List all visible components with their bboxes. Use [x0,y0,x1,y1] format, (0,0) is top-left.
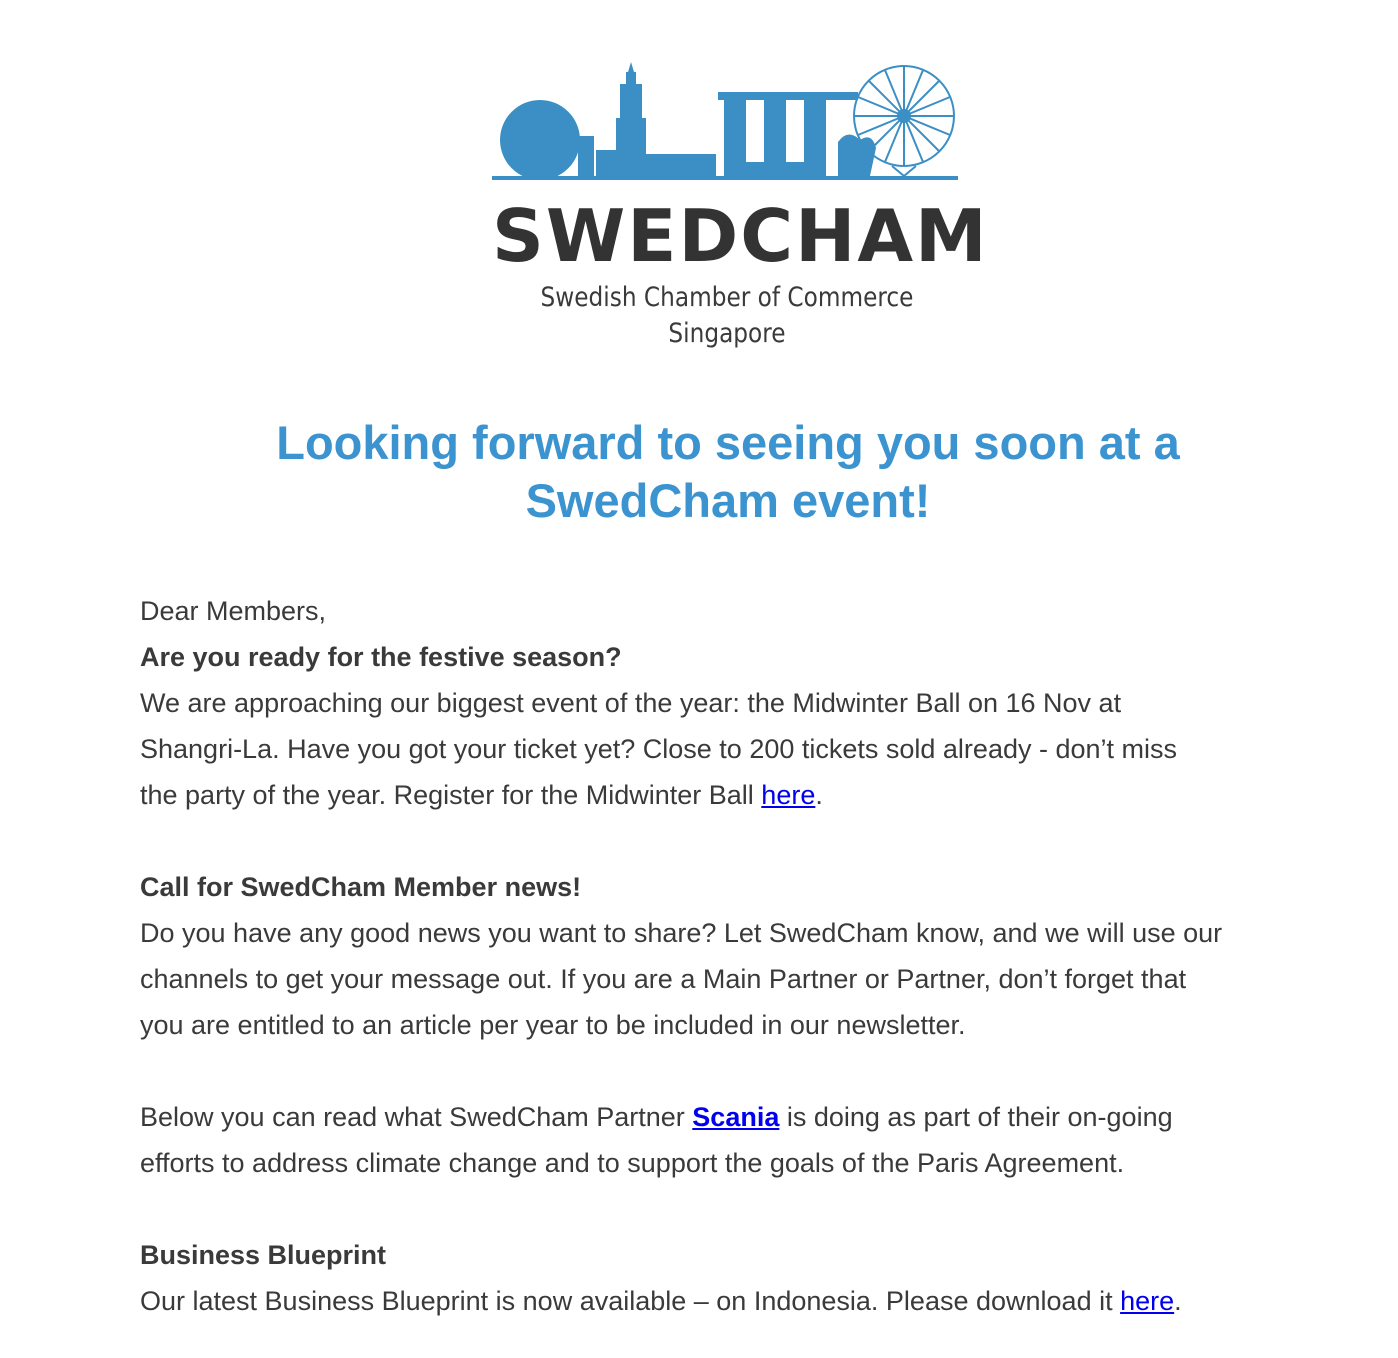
blueprint-text [140,1278,1340,1324]
festive-text-suffix: . [815,780,823,810]
scania-link[interactable]: Scania [692,1102,780,1132]
blueprint-download-link[interactable]: here [1120,1286,1175,1316]
blueprint-heading: Business Blueprint [140,1240,387,1270]
festive-text-line-3 [140,772,1340,818]
scania-text-line-2: efforts to address climate change and to support the goals of the Paris Agreement. [140,1148,1125,1178]
news-text-line-1: Do you have any good news you want to share? Let SwedCham know, and we will use our [140,918,1223,948]
skyline-icon [492,62,962,184]
headline-line-1: Looking forward to seeing you soon at a [276,416,1180,469]
scania-text-suffix: is doing as part of their on-going [779,1102,1173,1132]
news-heading: Call for SwedCham Member news! [140,872,582,902]
headline-line-2: SwedCham event! [525,474,931,527]
news-text-line-3: you are entitled to an article per year to be included in our newsletter. [140,1010,966,1040]
blueprint-text-prefix: Our latest Business Blueprint is now available – on Indonesia. Please download it [140,1286,1121,1316]
blueprint-text-suffix: . [1174,1286,1182,1316]
festive-text-line-2: Shangri-La. Have you got your ticket yet? Close to 200 tickets sold already - don’t miss [140,734,1178,764]
scania-text-line-1 [140,1094,1340,1140]
festive-text-line-1: We are approaching our biggest event of the year: the Midwinter Ball on 16 Nov at [140,688,1122,718]
news-text-line-2: channels to get your message out. If you are a Main Partner or Partner, don’t forget that [140,964,1187,994]
scania-text-prefix: Below you can read what SwedCham Partner [140,1102,693,1132]
page-headline [150,414,1306,530]
festive-text-prefix: the party of the year. Register for the Midwinter Ball [140,780,762,810]
brand-subtitle: Swedish Chamber of Commerce Singapore [540,282,914,349]
greeting: Dear Members, [140,596,327,626]
brand-name: SWEDCHAM [492,194,989,278]
email-body [140,588,1340,1324]
festive-heading: Are you ready for the festive season? [140,642,622,672]
midwinter-ball-register-link[interactable]: here [761,780,816,810]
